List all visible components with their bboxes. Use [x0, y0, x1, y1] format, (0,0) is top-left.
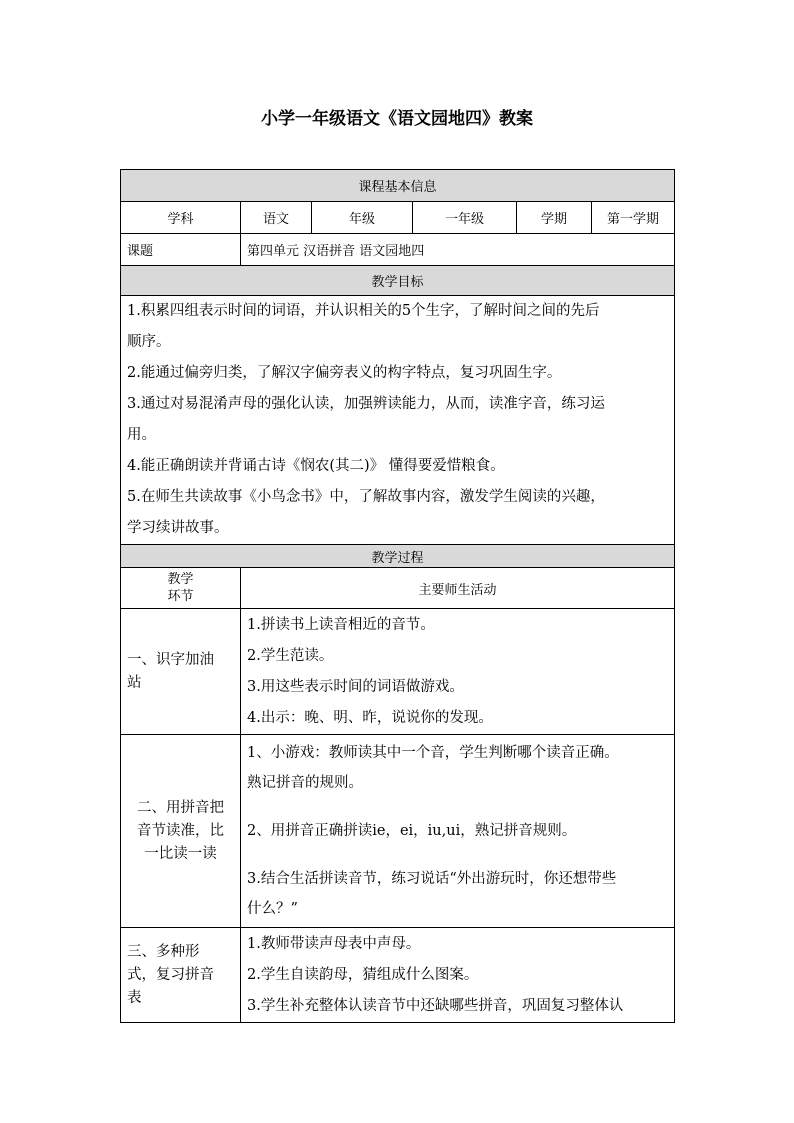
term-label: 学期 [517, 202, 592, 234]
stage-column-header-line: 教学 [167, 572, 194, 587]
process-header: 教学过程 [121, 545, 675, 568]
document-title: 小学一年级语文《语文园地四》教案 [261, 109, 533, 129]
goals-row [121, 296, 675, 545]
stage-column-header-line: 环节 [167, 589, 194, 604]
step-name-line: 一、识字加油 [127, 651, 214, 668]
activity-line: 2、用拼音正确拼读ie，ei，iu,ui，熟记拼音规则。 [247, 823, 577, 839]
goals-header: 教学目标 [121, 266, 675, 296]
activity-line: 2.学生自读韵母，猜组成什么图案。 [247, 966, 479, 983]
goal-line: 顺序。 [127, 334, 171, 350]
step-name-line: 三、多种形 [127, 943, 200, 960]
goal-line: 3.通过对易混淆声母的强化认读，加强辨读能力，从而，读准字音，练习运 [127, 396, 605, 412]
activity-line: 1、小游戏：教师读其中一个音，学生判断哪个读音正确。 [247, 745, 619, 761]
stage-column-header [121, 568, 241, 609]
step-name [121, 609, 241, 735]
basic-info-header: 课程基本信息 [121, 170, 675, 202]
activity-line: 3.结合生活拼读音节，练习说话“外出游玩时，你还想带些 [247, 871, 617, 887]
goal-line: 2.能通过偏旁归类，了解汉字偏旁表义的构字特点，复习巩固生字。 [127, 365, 562, 381]
step-name-line: 表 [127, 989, 142, 1006]
step-name [121, 928, 241, 1023]
subject-value: 语文 [241, 202, 312, 234]
basic-info-header-row [121, 170, 675, 202]
step-activities [241, 928, 675, 1023]
step-name [121, 735, 241, 928]
activity-column-header: 主要师生活动 [241, 568, 675, 609]
activity-line: 2.学生范读。 [247, 647, 334, 664]
process-step-row [121, 609, 675, 735]
topic-label: 课题 [121, 234, 241, 266]
process-step-row [121, 735, 675, 928]
process-header-row [121, 545, 675, 568]
activity-line: 1.拼读书上读音相近的音节。 [247, 616, 435, 633]
activity-line: 4.出示：晚、明、昨，说说你的发现。 [247, 709, 493, 726]
lesson-plan-table [120, 169, 675, 1023]
step-name-line: 二、用拼音把 [137, 799, 224, 816]
term-value: 第一学期 [592, 202, 675, 234]
activity-line: 3.用这些表示时间的词语做游戏。 [247, 678, 464, 695]
activity-line: 什么？” [247, 901, 298, 917]
step-activities [241, 609, 675, 735]
topic-row [121, 234, 675, 266]
goals-header-row [121, 266, 675, 296]
step-name-line: 站 [127, 674, 142, 691]
topic-value: 第四单元 汉语拼音 语文园地四 [241, 234, 675, 266]
step-name-line: 音节读准，比 [137, 822, 224, 839]
step-activities [241, 735, 675, 928]
activity-line: 1.教师带读声母表中声母。 [247, 935, 421, 952]
grade-value: 一年级 [413, 202, 517, 234]
goal-line: 学习续讲故事。 [127, 520, 229, 536]
grade-label: 年级 [312, 202, 413, 234]
goal-line: 用。 [127, 427, 156, 443]
goal-line: 1.积累四组表示时间的词语，并认识相关的5个生字，了解时间之间的先后 [127, 303, 600, 319]
goal-line: 5.在师生共读故事《小鸟念书》中，了解故事内容，激发学生阅读的兴趣， [127, 489, 605, 505]
goal-line: 4.能正确朗读并背诵古诗《悯农(其二)》 懂得要爱惜粮食。 [127, 458, 505, 474]
goals-content [121, 296, 675, 545]
step-name-line: 一比读一读 [144, 845, 217, 862]
activity-line: 3.学生补充整体认读音节中还缺哪些拼音，巩固复习整体认 [247, 997, 624, 1014]
basic-info-row [121, 202, 675, 234]
activity-line: 熟记拼音的规则。 [247, 775, 363, 791]
process-step-row [121, 928, 675, 1023]
process-columns-row [121, 568, 675, 609]
step-name-line: 式，复习拼音 [127, 966, 214, 983]
subject-label: 学科 [121, 202, 241, 234]
